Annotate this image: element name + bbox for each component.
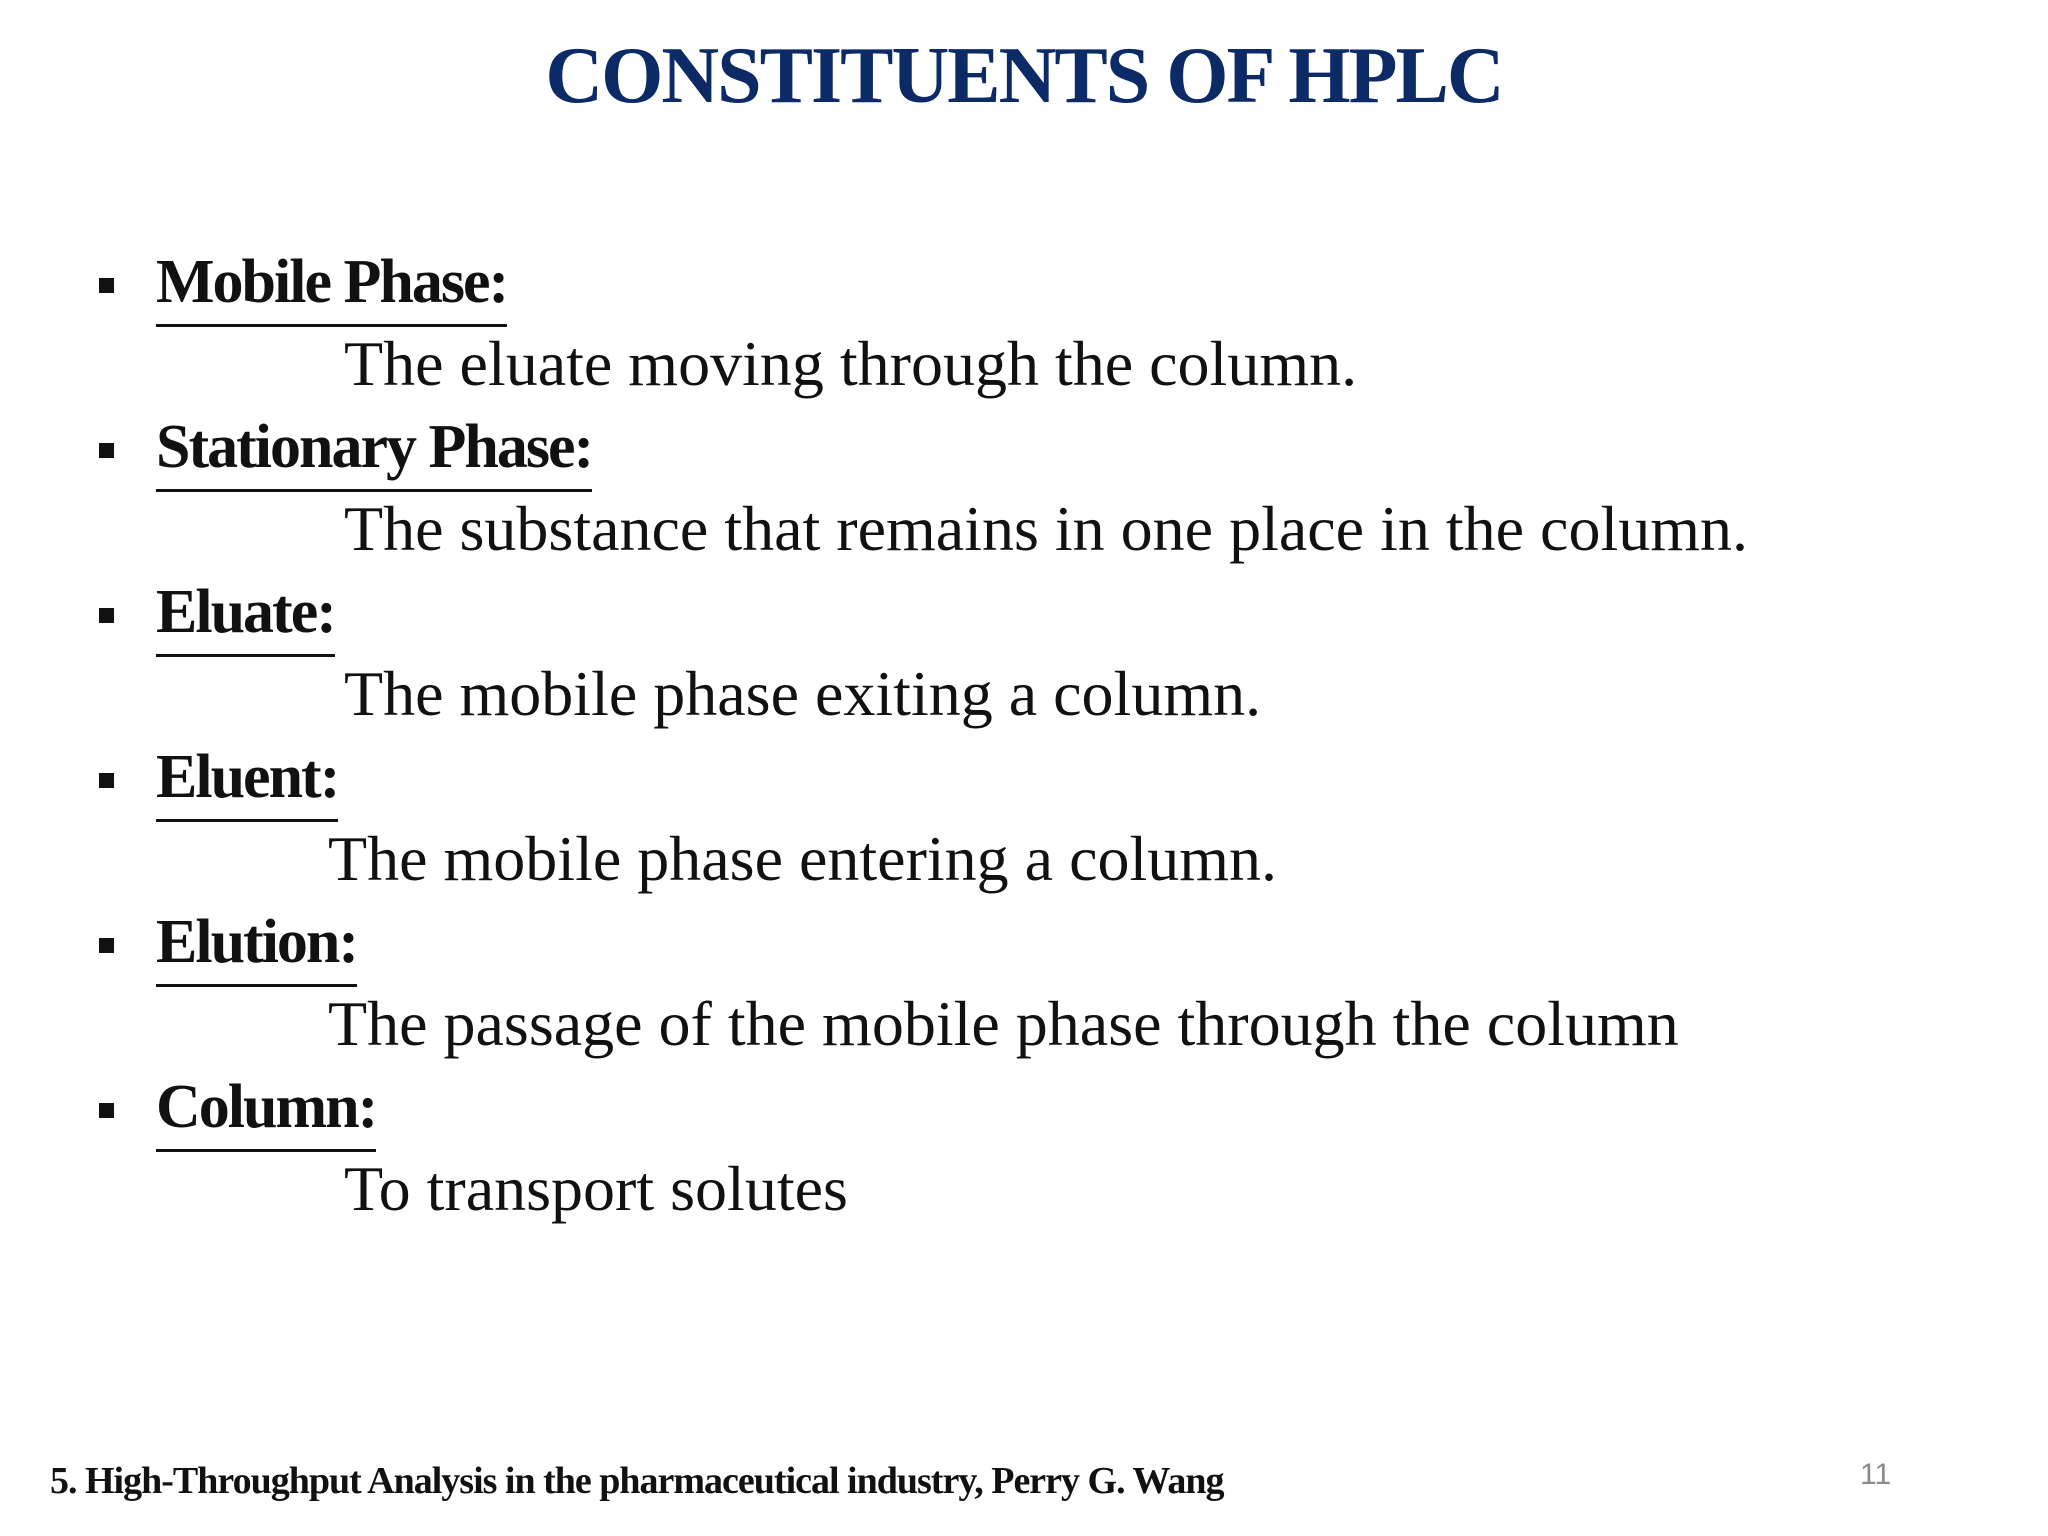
reference-citation: 5. High-Throughput Analysis in the pharmaceutical industry, Perry G. Wang <box>50 1460 1224 1502</box>
list-item <box>96 731 1996 896</box>
slide-number: 11 <box>1860 1458 1892 1491</box>
square-bullet-icon <box>99 1103 114 1118</box>
square-bullet-icon <box>99 278 114 293</box>
list-item <box>96 566 1996 731</box>
term-label: Eluent: <box>156 741 338 822</box>
term-label: Mobile Phase: <box>156 246 507 327</box>
list-item <box>96 401 1996 566</box>
term-label: Eluate: <box>156 576 335 657</box>
slide-title: CONSTITUENTS OF HPLC <box>545 32 1503 120</box>
square-bullet-icon <box>99 443 114 458</box>
term-definition: The eluate moving through the column. <box>344 328 1358 399</box>
term-definition: To transport solutes <box>344 1153 848 1224</box>
term-definition: The mobile phase exiting a column. <box>344 658 1262 729</box>
term-label: Stationary Phase: <box>156 411 592 492</box>
term-definition: The substance that remains in one place in the column. <box>344 493 1748 564</box>
term-definition: The passage of the mobile phase through the column <box>328 988 1679 1059</box>
square-bullet-icon <box>99 938 114 953</box>
term-label: Column: <box>156 1071 376 1152</box>
term-label: Elution: <box>156 906 357 987</box>
list-item <box>96 896 1996 1061</box>
square-bullet-icon <box>99 608 114 623</box>
constituents-list <box>96 236 1996 1226</box>
list-item <box>96 236 1996 401</box>
list-item <box>96 1061 1996 1226</box>
term-definition: The mobile phase entering a column. <box>328 823 1278 894</box>
square-bullet-icon <box>99 773 114 788</box>
